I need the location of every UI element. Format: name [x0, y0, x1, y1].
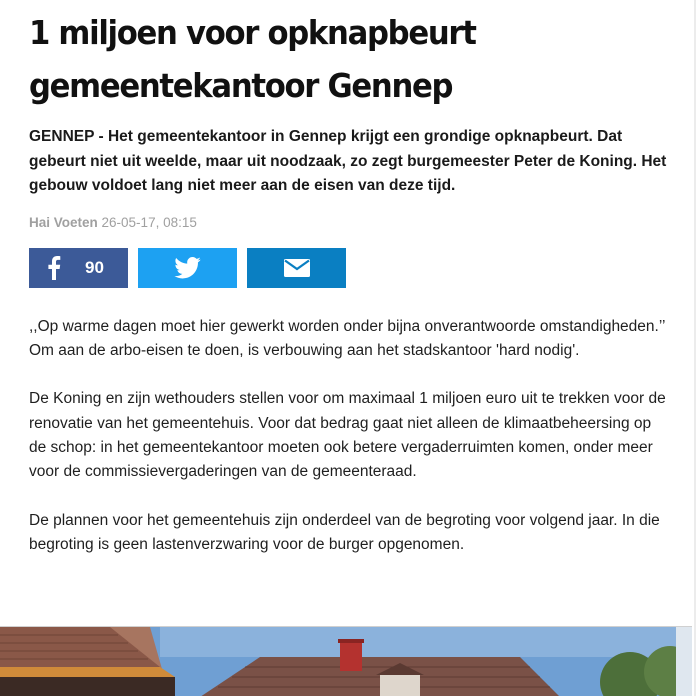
- email-icon: [284, 259, 310, 277]
- twitter-share-button[interactable]: [138, 248, 237, 288]
- body-paragraph-1: ,,Op warme dagen moet hier gewerkt worden onder bijna onverantwoorde omstandigheden.’’ Om aan de arbo-eisen te doen, is verbouwing aan het stadskantoor 'hard nodig'.: [29, 317, 665, 359]
- headline-line-1: 1 miljoen voor opknapbeurt: [29, 13, 476, 52]
- author-link[interactable]: Hai Voeten: [29, 214, 98, 230]
- facebook-share-count: 90: [85, 257, 104, 277]
- body-paragraph-2: De Koning en zijn wethouders stellen voor om maximaal 1 miljoen euro uit te trekken voor de renovatie van het gemeentehuis. Voor dat bedrag gaat niet alleen de klimaatbeheersing op de schop: in het gemeentekantoor moeten ook betere vergaderruimten komen, onder meer voor de commissievergaderingen van de gemeenteraad.: [29, 390, 666, 481]
- lead-paragraph: GENNEP - Het gemeentekantoor in Gennep krijgt een grondige opknapbeurt. Dat gebeurt niet uit weelde, maar uit noodzaak, zo zegt burgemeester Peter de Koning. Het gebouw voldoet lang niet meer aan de eisen van deze tijd.: [29, 128, 667, 194]
- email-share-button[interactable]: [247, 248, 346, 288]
- facebook-icon: [47, 256, 61, 280]
- article: [29, 0, 669, 582]
- facebook-share-button[interactable]: [29, 248, 128, 288]
- article-body: [29, 315, 669, 558]
- twitter-icon: [174, 257, 201, 279]
- share-buttons: [29, 248, 669, 288]
- publish-date: 26-05-17, 08:15: [101, 214, 197, 230]
- headline-line-2: gemeentekantoor Gennep: [29, 66, 453, 105]
- article-photo: [0, 626, 692, 696]
- body-paragraph-3: De plannen voor het gemeentehuis zijn onderdeel van de begroting voor volgend jaar. In die begroting is geen lastenverzwaring voor de burger opgenomen.: [29, 511, 660, 554]
- headline: [29, 0, 671, 112]
- byline: [29, 214, 669, 232]
